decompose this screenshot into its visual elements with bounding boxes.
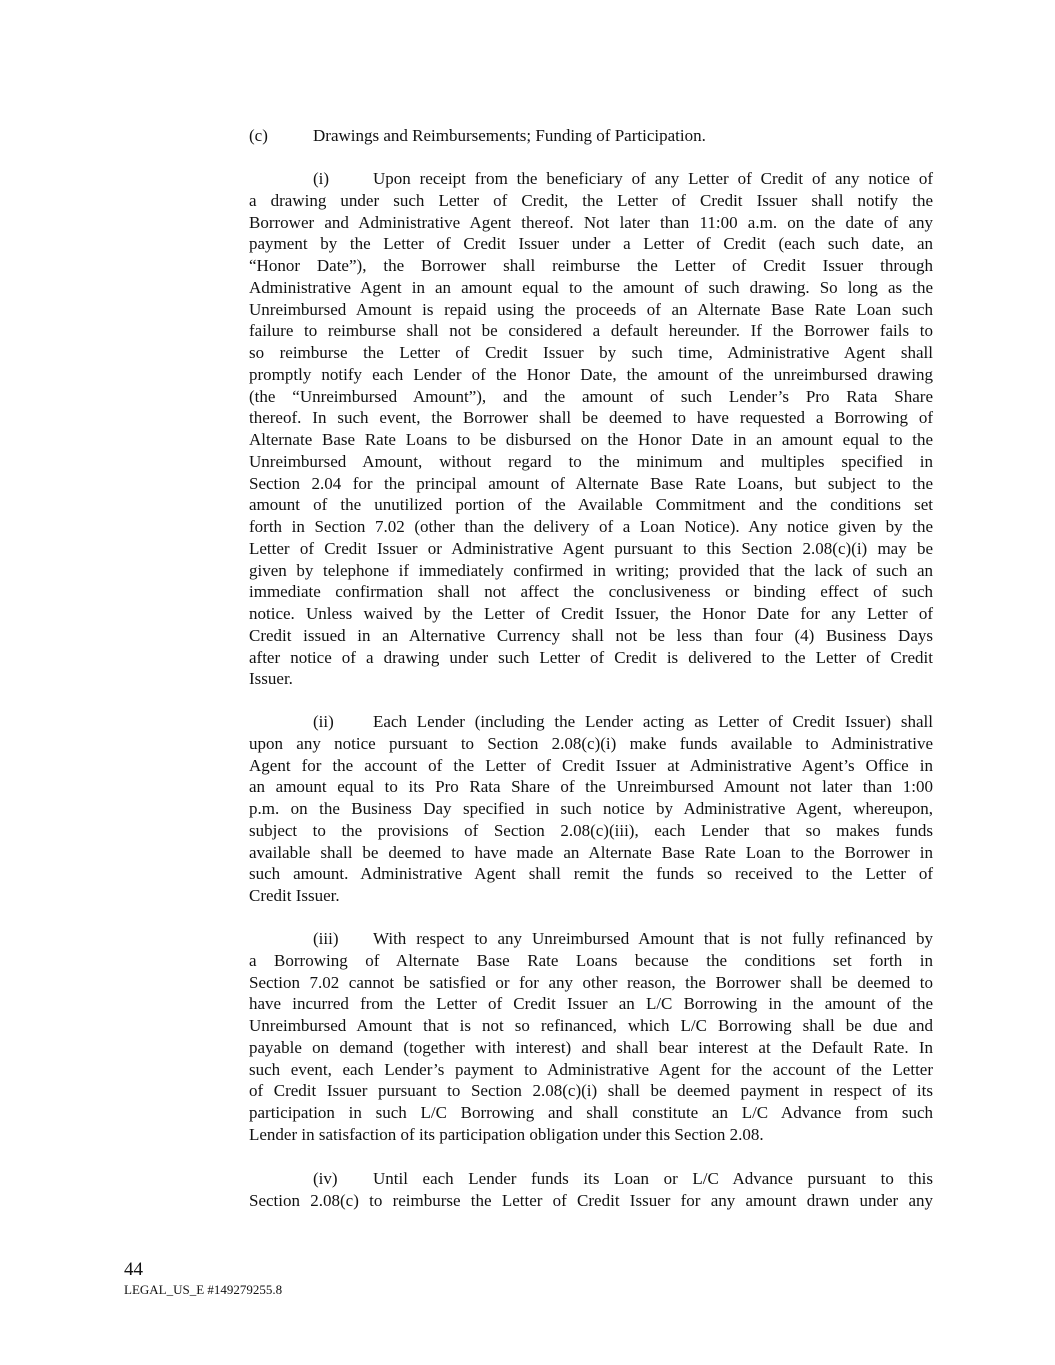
- line-text: (the “Unreimbursed Amount”), and the amount of such Lender’s Pro Rata Share: [249, 386, 933, 406]
- paragraph-i: [249, 168, 933, 690]
- line-text: such amount. Administrative Agent shall remit the funds so received to the Letter of: [249, 864, 933, 884]
- line-text: so reimburse the Letter of Credit Issuer by such time, Administrative Agent shall: [249, 343, 933, 362]
- line-text: Unreimbursed Amount, without regard to the minimum and multiples specified in: [249, 451, 933, 471]
- line-text: thereof. In such event, the Borrower shall be deemed to have requested a Borrowing of: [249, 408, 933, 428]
- page-number: 44: [124, 1259, 143, 1280]
- paragraph-line: [249, 668, 933, 690]
- line-text: notice. Unless waived by the Letter of Credit Issuer, the Honor Date for any Letter of: [249, 604, 933, 623]
- paragraph-label: (iii): [313, 929, 339, 948]
- line-text: subject to the provisions of Section 2.08(c)(iii), each Lender that so makes funds: [249, 820, 933, 840]
- paragraph-line: [249, 798, 933, 820]
- paragraph-line: [249, 863, 933, 885]
- line-text: Issuer.: [249, 669, 293, 689]
- paragraph-line: [249, 647, 933, 669]
- paragraph-line: [249, 603, 933, 625]
- paragraph-line: [249, 233, 933, 255]
- line-text: amount of the unutilized portion of the Available Commitment and the conditions set: [249, 495, 933, 515]
- line-text: Section 2.08(c) to reimburse the Letter of Credit Issuer for any amount drawn under any: [249, 1190, 933, 1210]
- line-text: Letter of Credit Issuer or Administrative Agent pursuant to this Section 2.08(c)(i) may be: [249, 538, 933, 558]
- line-text: payable on demand (together with interest) and shall bear interest at the Default Rate. In: [249, 1037, 933, 1057]
- line-text: of Credit Issuer pursuant to Section 2.08(c)(i) shall be deemed payment in respect of its: [249, 1081, 933, 1101]
- paragraph-label: (i): [313, 169, 330, 188]
- line-text: With respect to any Unreimbursed Amount that is not fully refinanced by: [373, 929, 933, 948]
- line-text: immediate confirmation shall not affect the conclusiveness or binding effect of such: [249, 582, 933, 602]
- paragraph-line: [249, 190, 933, 212]
- paragraph-line: [249, 342, 933, 364]
- paragraph-label: (iv): [313, 1169, 338, 1188]
- paragraph-line: [249, 1102, 933, 1124]
- paragraph-line: [249, 1015, 933, 1037]
- paragraph-line: [249, 1124, 933, 1146]
- paragraph-line: [249, 1080, 933, 1102]
- line-text: Borrower and Administrative Agent thereof. Not later than 11:00 a.m. on the date of any: [249, 212, 933, 232]
- line-text: forth in Section 7.02 (other than the delivery of a Loan Notice). Any notice given by the: [249, 517, 933, 536]
- line-text: failure to reimburse shall not be considered a default hereunder. If the Borrower fails to: [249, 321, 933, 341]
- line-text: Administrative Agent in an amount equal to the amount of such drawing. So long as the: [249, 277, 933, 297]
- paragraph-line: [249, 711, 933, 733]
- line-text: payment by the Letter of Credit Issuer under a Letter of Credit (each such date, an: [249, 234, 933, 254]
- line-text: Agent for the account of the Letter of Credit Issuer at Administrative Agent’s Office in: [249, 755, 933, 775]
- paragraph-line: [249, 212, 933, 234]
- paragraph-line: [249, 1037, 933, 1059]
- document-id: LEGAL_US_E #149279255.8: [124, 1282, 283, 1297]
- paragraph-line: [249, 928, 933, 950]
- line-text: p.m. on the Business Day specified in such notice by Administrative Agent, whereupon,: [249, 799, 933, 818]
- paragraph-line: [249, 473, 933, 495]
- paragraph-line: [249, 299, 933, 321]
- section-title: Drawings and Reimbursements; Funding of Participation.: [313, 126, 706, 145]
- line-text: available shall be deemed to have made an Alternate Base Rate Loan to the Borrower in: [249, 842, 933, 862]
- paragraph-line: [249, 820, 933, 842]
- paragraph-line: [249, 255, 933, 277]
- paragraph-iv: [249, 1168, 933, 1212]
- paragraph-line: [249, 581, 933, 603]
- line-text: participation in such L/C Borrowing and shall constitute an L/C Advance from such: [249, 1103, 933, 1122]
- line-text: promptly notify each Lender of the Honor Date, the amount of the unreimbursed drawing: [249, 364, 933, 384]
- line-text: a Borrowing of Alternate Base Rate Loans because the conditions set forth in: [249, 950, 933, 970]
- paragraph-line: [249, 451, 933, 473]
- line-text: Until each Lender funds its Loan or L/C Advance pursuant to this: [373, 1169, 933, 1188]
- paragraph-line: [249, 560, 933, 582]
- paragraph-line: [249, 407, 933, 429]
- paragraph-line: [249, 776, 933, 798]
- paragraph-line: [249, 755, 933, 777]
- paragraph-line: [249, 1059, 933, 1081]
- paragraph-line: [249, 386, 933, 408]
- line-text: Section 7.02 cannot be satisfied or for any other reason, the Borrower shall be deemed to: [249, 972, 933, 992]
- paragraph-line: [249, 625, 933, 647]
- line-text: such event, each Lender’s payment to Administrative Agent for the account of the Letter: [249, 1059, 933, 1079]
- section-number: (c): [249, 126, 268, 145]
- line-text: Section 2.04 for the principal amount of Alternate Base Rate Loans, but subject to the: [249, 473, 933, 493]
- line-text: Each Lender (including the Lender acting as Letter of Credit Issuer) shall: [373, 712, 933, 731]
- paragraph-line: [249, 1190, 933, 1212]
- paragraph-line: [249, 972, 933, 994]
- paragraph-line: [249, 885, 933, 907]
- line-text: Alternate Base Rate Loans to be disbursed on the Honor Date in an amount equal to the: [249, 430, 933, 449]
- paragraph-iii: [249, 928, 933, 1146]
- paragraph-line: [249, 494, 933, 516]
- paragraph-line: [249, 538, 933, 560]
- paragraph-line: [249, 364, 933, 386]
- paragraph-line: [249, 516, 933, 538]
- line-text: Credit issued in an Alternative Currency shall not be less than four (4) Business Days: [249, 625, 933, 645]
- paragraph-line: [249, 168, 933, 190]
- paragraph-line: [249, 277, 933, 299]
- paragraph-ii: [249, 711, 933, 907]
- paragraph-label: (ii): [313, 712, 334, 731]
- line-text: a drawing under such Letter of Credit, the Letter of Credit Issuer shall notify the: [249, 190, 933, 210]
- line-text: “Honor Date”), the Borrower shall reimburse the Letter of Credit Issuer through: [249, 256, 933, 275]
- line-text: Upon receipt from the beneficiary of any Letter of Credit of any notice of: [373, 169, 933, 188]
- paragraph-line: [249, 1168, 933, 1190]
- line-text: Unreimbursed Amount is repaid using the proceeds of an Alternate Base Rate Loan such: [249, 299, 933, 319]
- line-text: given by telephone if immediately confirmed in writing; provided that the lack of such an: [249, 560, 933, 580]
- paragraph-line: [249, 993, 933, 1015]
- line-text: after notice of a drawing under such Letter of Credit is delivered to the Letter of Credit: [249, 647, 933, 667]
- line-text: have incurred from the Letter of Credit Issuer an L/C Borrowing in the amount of the: [249, 994, 933, 1014]
- line-text: Unreimbursed Amount that is not so refinanced, which L/C Borrowing shall be due and: [249, 1016, 933, 1035]
- line-text: Lender in satisfaction of its participation obligation under this Section 2.08.: [249, 1124, 764, 1144]
- line-text: Credit Issuer.: [249, 886, 340, 905]
- line-text: an amount equal to its Pro Rata Share of the Unreimbursed Amount not later than 1:00: [249, 777, 933, 797]
- paragraph-line: [249, 950, 933, 972]
- line-text: upon any notice pursuant to Section 2.08(c)(i) make funds available to Administrative: [249, 733, 933, 753]
- section-heading: [249, 125, 706, 147]
- paragraph-line: [249, 429, 933, 451]
- paragraph-line: [249, 733, 933, 755]
- paragraph-line: [249, 320, 933, 342]
- paragraph-line: [249, 842, 933, 864]
